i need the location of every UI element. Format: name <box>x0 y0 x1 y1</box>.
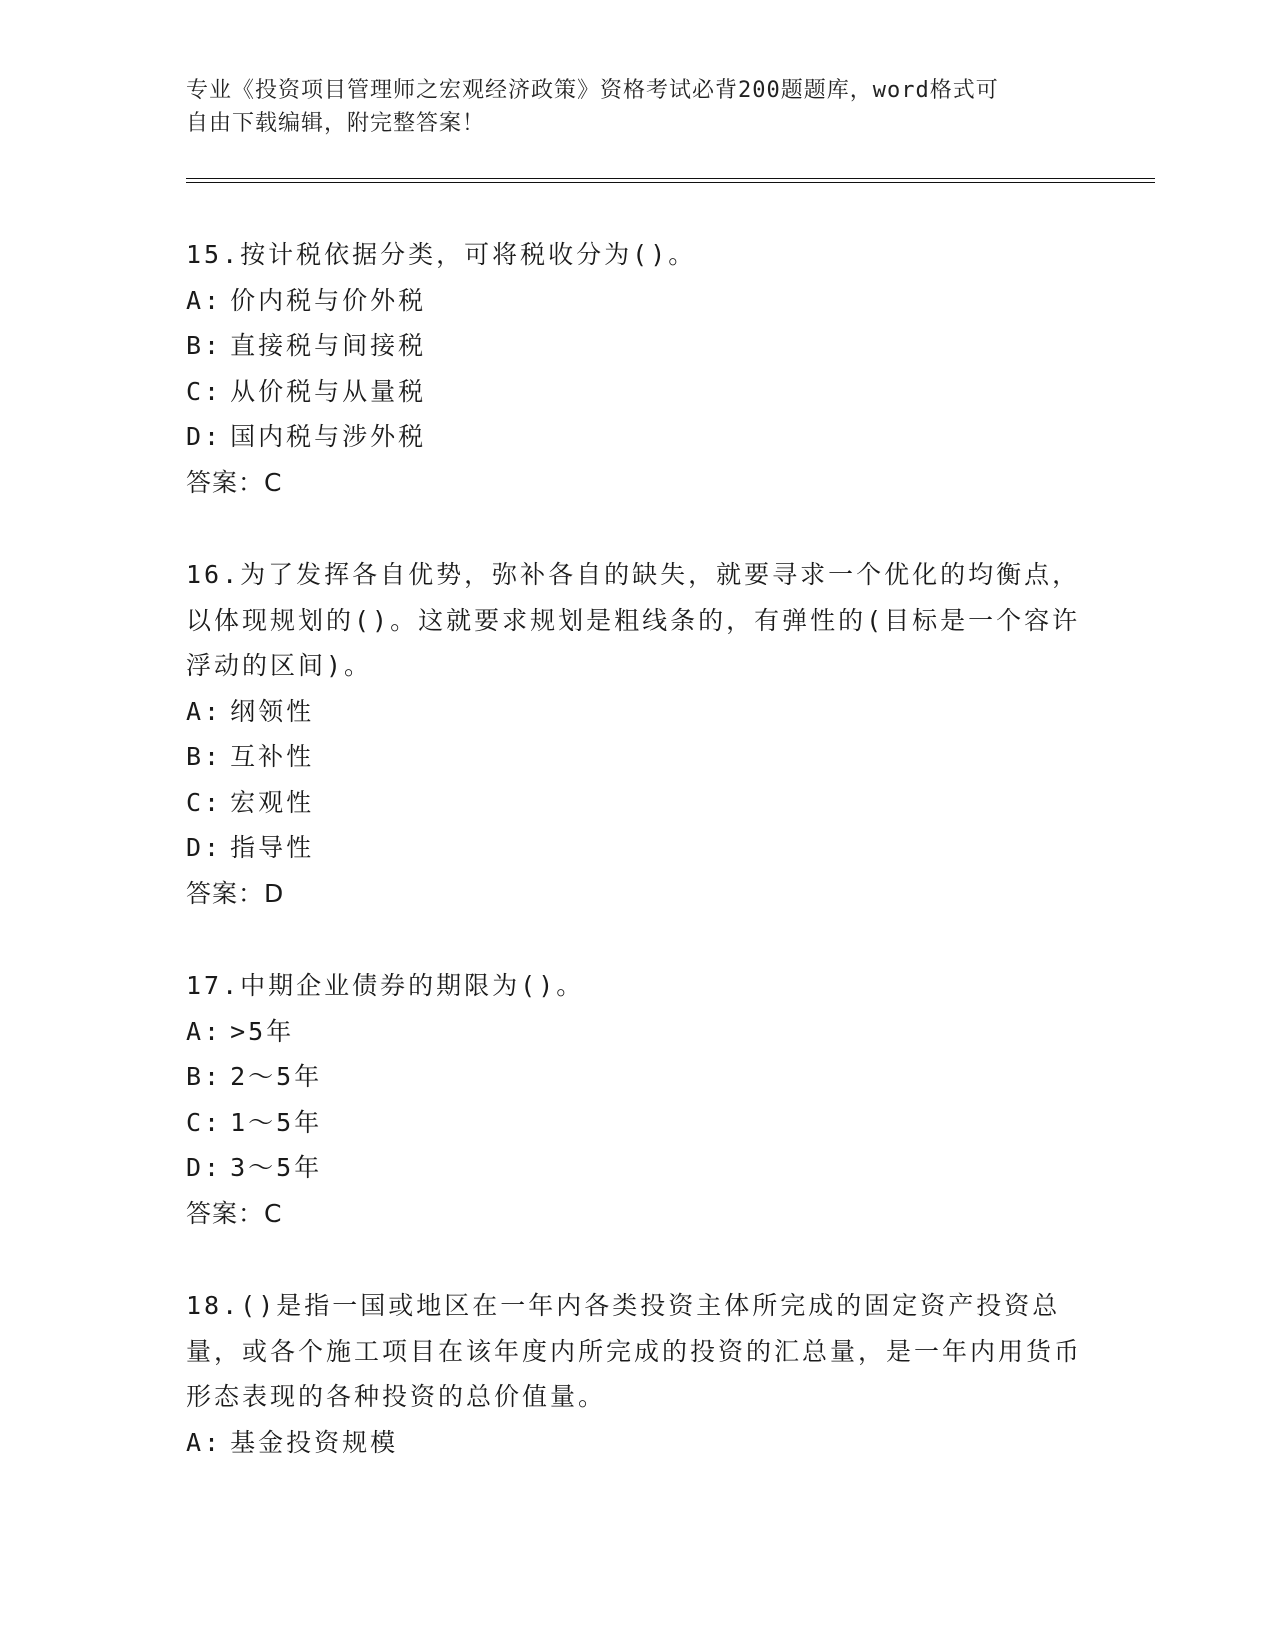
option-letter: D: <box>186 422 223 451</box>
option-d <box>186 825 1086 871</box>
header-divider-bottom <box>186 182 1155 183</box>
option-c <box>186 369 1086 415</box>
answer-line: 答案：C <box>186 1198 283 1228</box>
option-text: 国内税与涉外税 <box>230 422 427 451</box>
option-a <box>186 1420 1086 1466</box>
header-line-2: 自由下载编辑，附完整答案！ <box>186 111 486 136</box>
answer-line: 答案：D <box>186 878 285 908</box>
header-divider-top <box>186 178 1155 179</box>
option-letter: D: <box>186 1153 223 1182</box>
option-text: 3～5年 <box>230 1153 323 1182</box>
option-text: 2～5年 <box>230 1062 323 1091</box>
option-text: 基金投资规模 <box>230 1427 399 1457</box>
option-text: 纲领性 <box>230 696 315 726</box>
question-17 <box>186 963 1086 1236</box>
question-stem: 15.按计税依据分类，可将税收分为()。 <box>186 240 697 269</box>
option-text: 1～5年 <box>230 1107 323 1137</box>
option-b <box>186 323 1086 369</box>
option-text: 互补性 <box>230 742 315 771</box>
question-list <box>186 232 1086 1512</box>
option-c <box>186 1100 1086 1146</box>
question-stem: 18.()是指一国或地区在一年内各类投资主体所完成的固定资产投资总量，或各个施工项目在该年度内所完成的投资的汇总量，是一年内用货币形态表现的各种投资的总价值量。 <box>186 1291 1083 1411</box>
option-d <box>186 414 1086 460</box>
option-letter: C: <box>186 376 223 406</box>
option-a <box>186 689 1086 735</box>
question-15 <box>186 232 1086 505</box>
question-stem: 17.中期企业债券的期限为()。 <box>186 971 585 1000</box>
option-letter: A: <box>186 1427 223 1457</box>
option-text: 价内税与价外税 <box>230 285 427 315</box>
header-line-1: 专业《投资项目管理师之宏观经济政策》资格考试必背200题题库，word格式可 <box>186 78 999 103</box>
option-letter: D: <box>186 833 223 862</box>
option-letter: C: <box>186 787 223 817</box>
option-text: 从价税与从量税 <box>230 376 427 406</box>
option-c <box>186 780 1086 826</box>
option-text: 指导性 <box>230 833 315 862</box>
option-letter: B: <box>186 331 223 360</box>
option-letter: B: <box>186 742 223 771</box>
option-b <box>186 734 1086 780</box>
option-letter: C: <box>186 1107 223 1137</box>
option-letter: B: <box>186 1062 223 1091</box>
question-stem: 16.为了发挥各自优势，弥补各自的缺失，就要寻求一个优化的均衡点，以体现规划的()。这就要求规划是粗线条的，有弹性的(目标是一个容许浮动的区间)。 <box>186 560 1081 680</box>
option-a <box>186 1009 1086 1055</box>
document-header <box>186 74 1066 140</box>
option-b <box>186 1054 1086 1100</box>
option-letter: A: <box>186 1016 223 1046</box>
question-18 <box>186 1283 1086 1465</box>
answer-line: 答案：C <box>186 467 283 497</box>
option-letter: A: <box>186 696 223 726</box>
option-letter: A: <box>186 285 223 315</box>
option-a <box>186 278 1086 324</box>
option-d <box>186 1145 1086 1191</box>
option-text: >5年 <box>230 1016 295 1046</box>
option-text: 直接税与间接税 <box>230 331 427 360</box>
question-16 <box>186 552 1086 916</box>
option-text: 宏观性 <box>230 787 315 817</box>
